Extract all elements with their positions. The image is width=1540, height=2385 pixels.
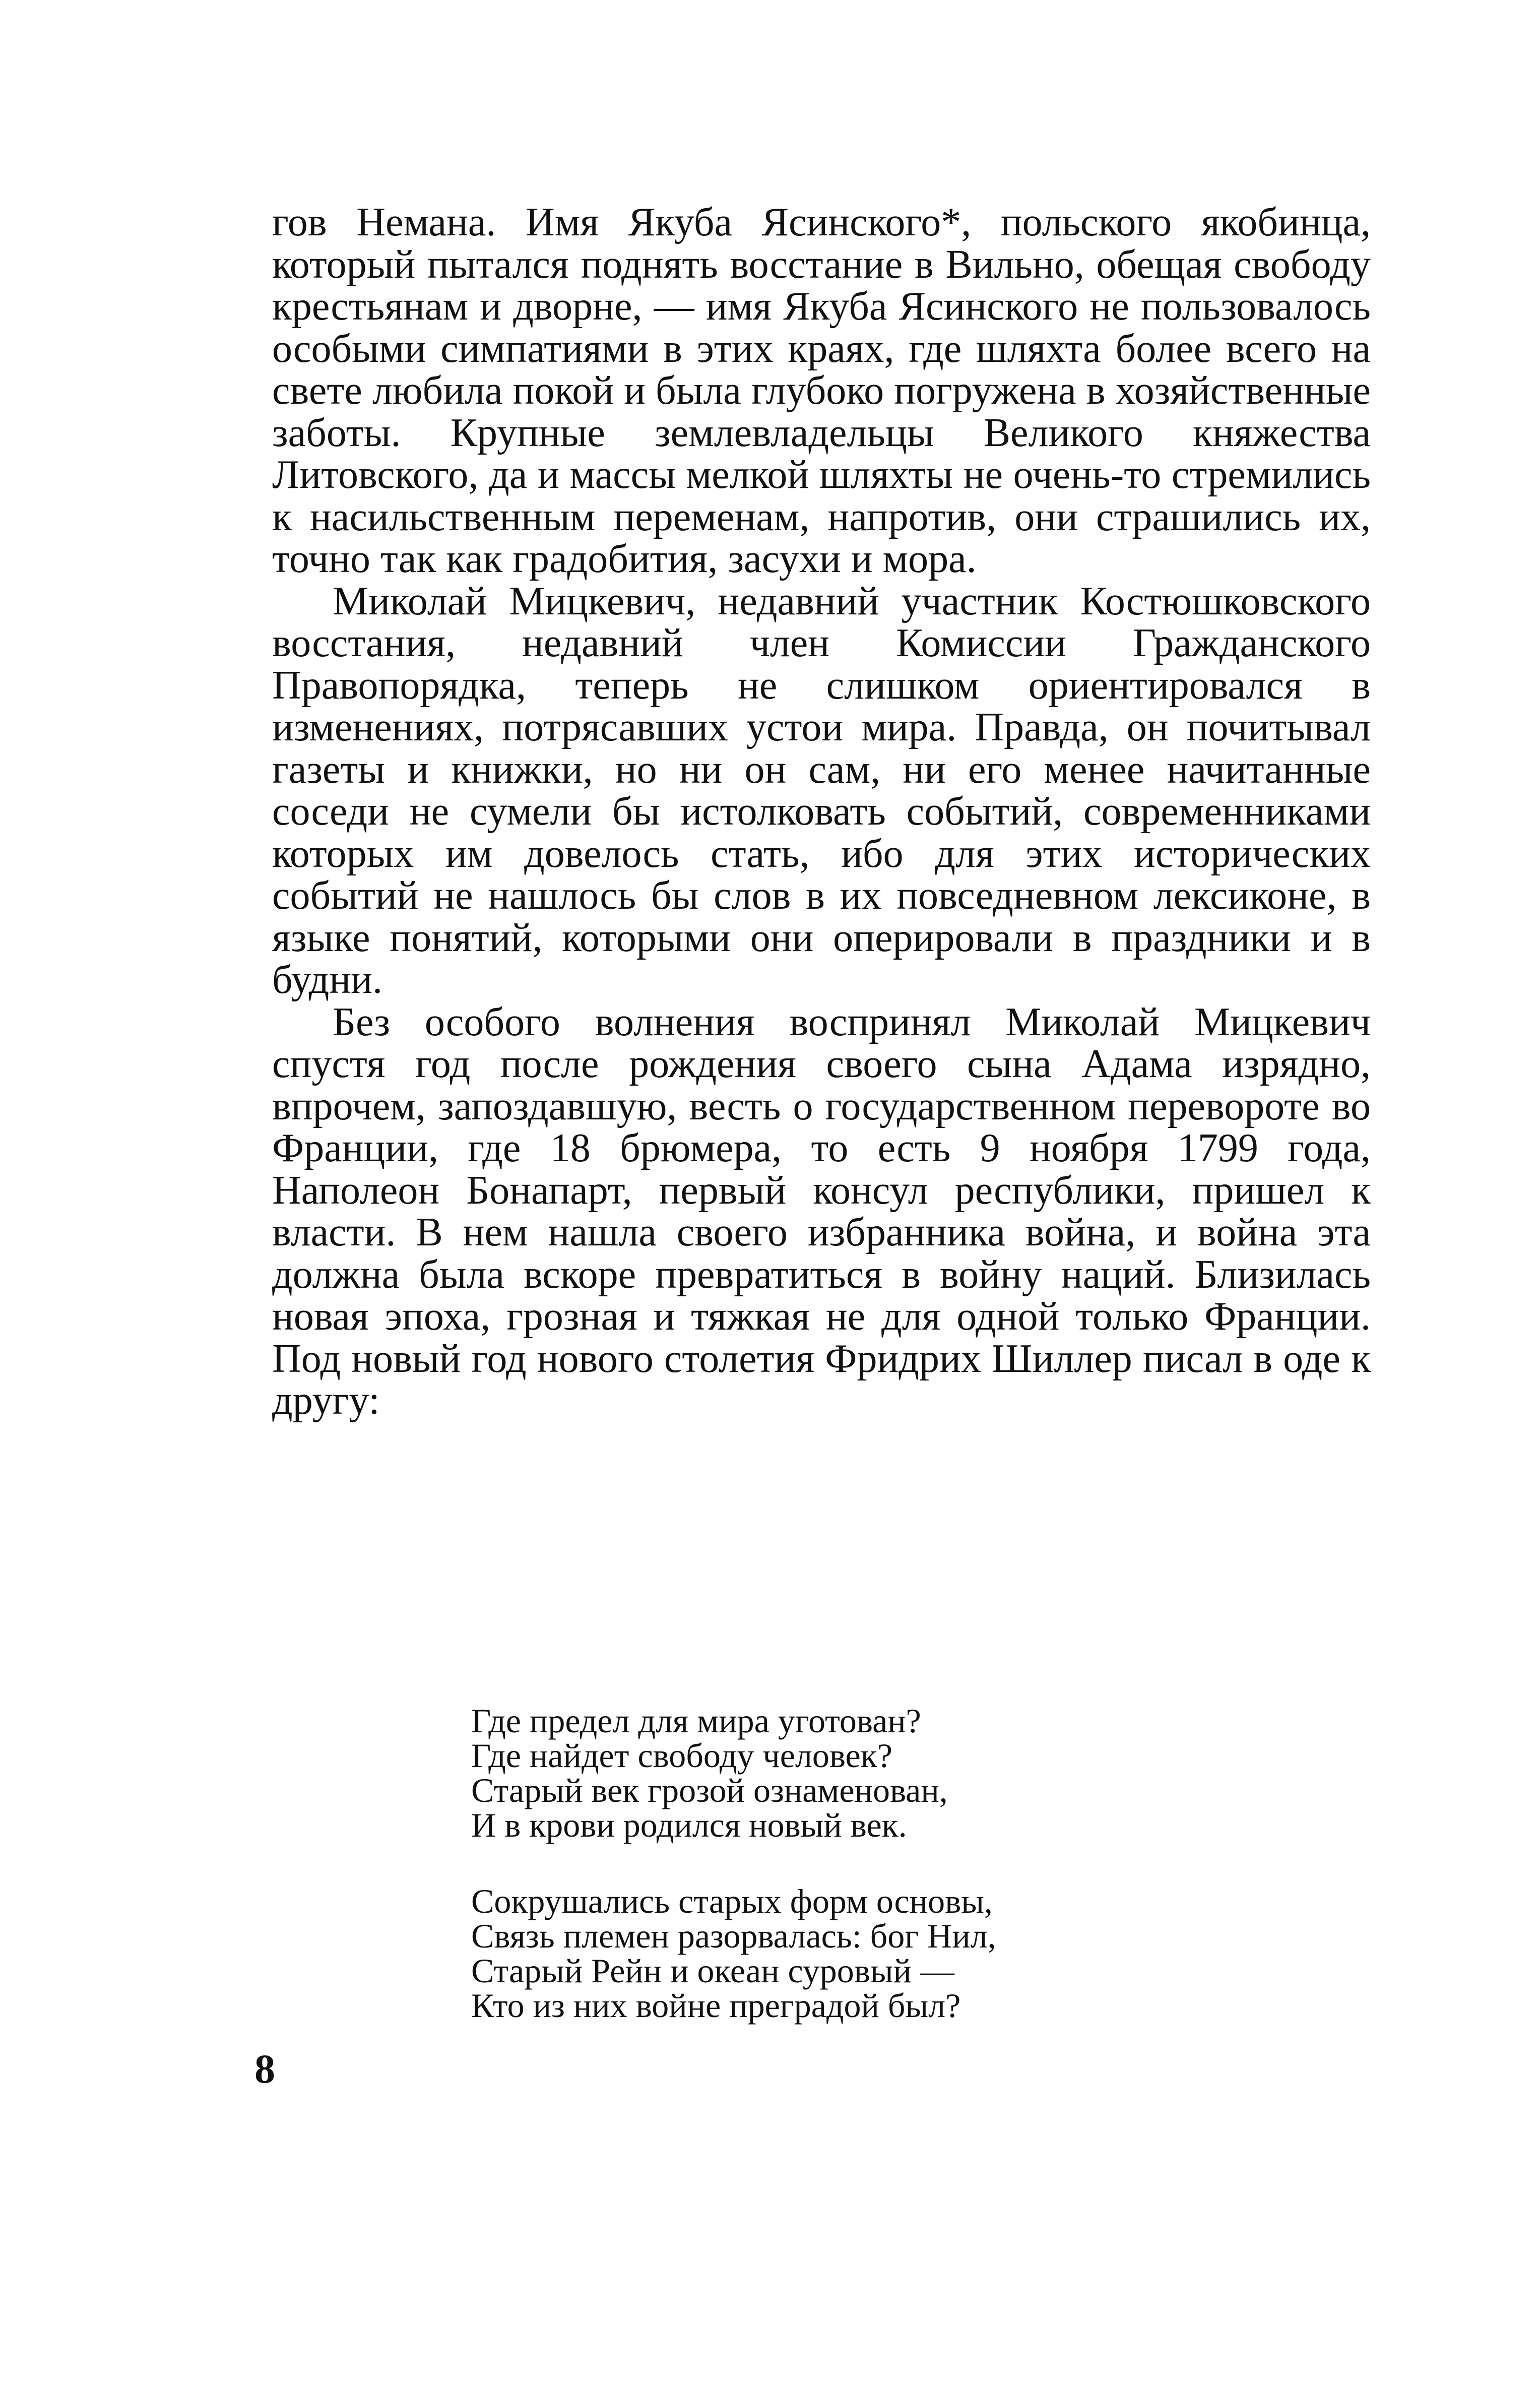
poem-line: Старый Рейн и океан суровый —: [471, 1952, 954, 1990]
paragraph-mikolaj: Миколай Мицкевич, недавний участник Костюшковского восстания, недавний член Комиссии Гражданского Правопорядка, теперь не слишком ориентировался в изменениях, потрясавших устои мира. Правда, он почитывал газеты и книжки, но ни он сам, ни его менее начитанные соседи не сумели бы истолковать событий, современниками которых им довелось стать, ибо для этих исторических событий не нашлось бы слов в их повседневном лексиконе, в языке понятий, которыми они оперировали в праздники и в будни.: [272, 579, 1371, 1002]
poem-line: Где предел для мира уготован?: [471, 1702, 921, 1740]
poem-line: И в крови родился новый век.: [471, 1806, 907, 1844]
body-text: [272, 202, 1371, 1422]
poem-quote: [471, 1704, 1177, 2064]
poem-line: Связь племен разорвалась: бог Нил,: [471, 1917, 996, 1955]
paragraph-continued: гов Немана. Имя Якуба Ясинского*, польского якобинца, который пытался поднять восстание в Вильно, обещая свободу крестьянам и дворне, — имя Якуба Ясинского не пользовалось особыми симпатиями в этих краях, где шляхта более всего на свете любила покой и была глубоко погружена в хозяйственные заботы. Крупные землевладельцы Великого княжества Литовского, да и массы мелкой шляхты не очень-то стремились к насильственным переменам, напротив, они страшились их, точно так как градобития, засухи и мора.: [272, 200, 1371, 581]
poem-stanza-1: [471, 1704, 1177, 1843]
poem-line: Сокрушались старых форм основы,: [471, 1882, 993, 1920]
poem-line: Где найдет свободу человек?: [471, 1736, 892, 1775]
page-number: 8: [254, 2046, 275, 2092]
poem-stanza-2: [471, 1884, 1177, 2023]
poem-line: Старый век грозой ознаменован,: [471, 1771, 948, 1809]
paragraph-napoleon: Без особого волнения воспринял Миколай Мицкевич спустя год после рождения своего сына Адама изрядно, впрочем, запоздавшую, весть о государственном перевороте во Франции, где 18 брюмера, то есть 9 ноября 1799 года, Наполеон Бонапарт, первый консул республики, пришел к власти. В нем нашла своего избранника война, и война эта должна была вскоре превратиться в войну наций. Близилась новая эпоха, грозная и тяжкая не для одной только Франции. Под новый год нового столетия Фридрих Шиллер писал в оде к другу:: [272, 999, 1371, 1423]
poem-line: Кто из них войне преградой был?: [471, 1986, 961, 2025]
